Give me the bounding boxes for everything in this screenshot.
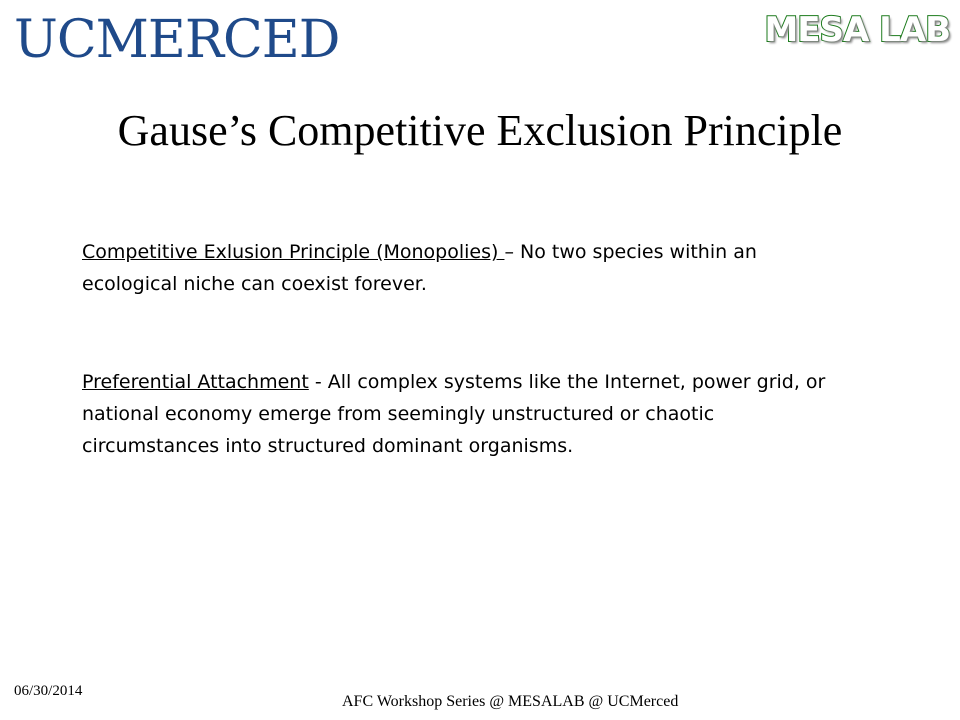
term-preferential-attachment: Preferential Attachment xyxy=(82,371,309,393)
slide-date: 06/30/2014 xyxy=(14,683,83,699)
term-competitive-exclusion: Competitive Exlusion Principle (Monopolies) xyxy=(82,241,505,263)
definition-competitive-exclusion xyxy=(82,236,812,300)
ucmerced-logo: UCMERCED xyxy=(14,10,340,70)
definition-text: - All complex systems like the Internet, power grid, or national economy emerge from seemingly unstructured or chaotic circumstances into structured dominant organisms. xyxy=(82,371,826,457)
definition-preferential-attachment xyxy=(82,366,842,462)
slide-footer: AFC Workshop Series @ MESALAB @ UCMerced xyxy=(342,693,679,710)
slide-title: Gause’s Competitive Exclusion Principle xyxy=(117,106,843,155)
mesa-lab-logo: MESA LAB xyxy=(764,10,950,50)
definition-text: – No two species within an ecological niche can coexist forever. xyxy=(82,241,757,295)
